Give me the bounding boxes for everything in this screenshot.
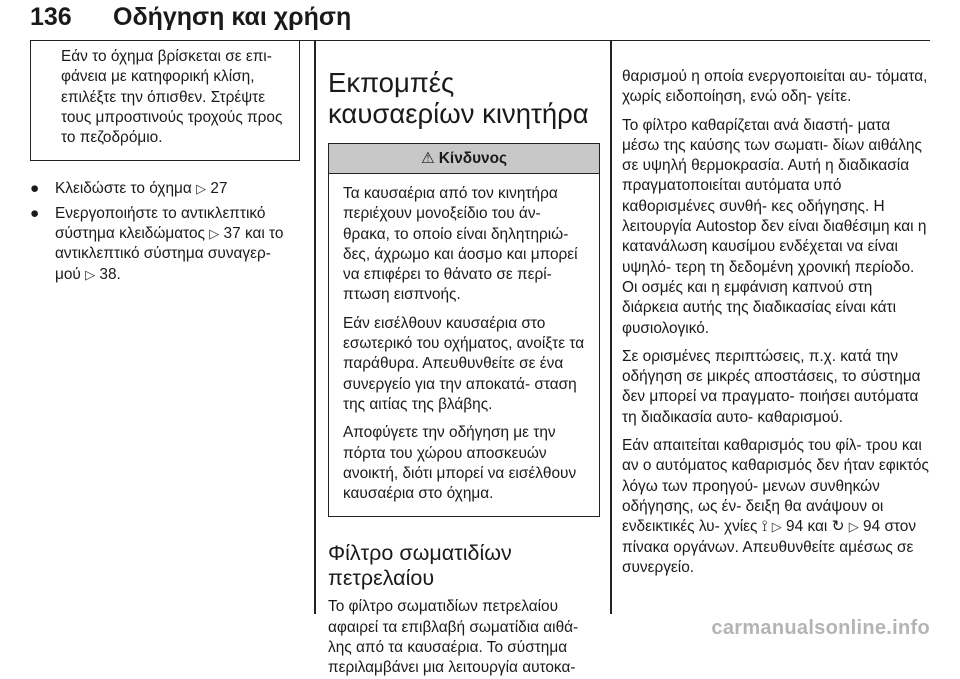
- warning-icon: ⚠: [420, 150, 435, 167]
- column-middle: [328, 41, 600, 679]
- page-ref[interactable]: 94: [786, 518, 804, 536]
- column-divider: [610, 41, 612, 614]
- body-paragraph: θαρισμού η οποία ενεργοποιείται αυ- τόματα, χωρίς ειδοποίηση, ενώ οδη- γείτε.: [622, 68, 928, 106]
- danger-paragraph: Τα καυσαέρια από τον κινητήρα περιέχουν μονοξείδιο του άν- θρακα, το οποίο είναι δηλητηριώ- δες, άχρωμο και άοσμο και μπορεί να επιφέρει το θάνατο σε περί- πτωση εισπνοής.: [343, 185, 578, 304]
- body-paragraph: Σε ορισμένες περιπτώσεις, π.χ. κατά την οδήγηση σε μικρές αποστάσεις, το σύστημα δεν μπορεί να πραγματο- ποιήσει αυτόματα τη διαδικασία αυτο- καθαρισμού.: [622, 347, 921, 426]
- page-header: [30, 0, 930, 41]
- page-ref[interactable]: 37: [223, 225, 241, 243]
- page-ref[interactable]: 27: [210, 180, 228, 198]
- list-item: [30, 179, 300, 199]
- page-ref-icon: ▷: [209, 226, 220, 242]
- danger-paragraph: Εάν εισέλθουν καυσαέρια στο εσωτερικό του οχήματος, ανοίξτε τα παράθυρα. Απευθυνθείτε σε ένα συνεργείο για την αποκατά- σταση της αιτίας της βλάβης.: [343, 314, 585, 413]
- page-ref-icon: ▷: [771, 519, 782, 535]
- running-title: Οδήγηση και χρήση: [113, 3, 352, 31]
- glow-lamp-icon: ↻: [831, 518, 845, 536]
- danger-body: [329, 174, 599, 516]
- danger-header: [329, 144, 599, 174]
- page-ref[interactable]: 38.: [99, 265, 121, 283]
- danger-title: Κίνδυνος: [438, 150, 508, 167]
- paragraph-text: και: [807, 518, 828, 536]
- dpf-lamp-icon: ⟟: [761, 518, 768, 536]
- paragraph-text: Εάν απαιτείται καθαρισμός του φίλ- τρου και αν ο αυτόματος καθαρισμός δεν ήταν εφικτός λόγω των προηγού- μενων συνθηκών οδήγησης, ως έν- δειξη θα ανάψουν οι ενδεικτικές λυ- χνίες: [622, 437, 929, 536]
- body-paragraph: [622, 436, 930, 578]
- page-ref-icon: ▷: [85, 266, 96, 282]
- bullet-icon: ●: [30, 180, 40, 198]
- page-ref[interactable]: 94: [863, 518, 881, 536]
- body-paragraph: Το φίλτρο σωματιδίων πετρελαίου αφαιρεί τα επιβλαβή σωματίδια αιθά- λης από τα καυσαέρια. Το σύστημα περιλαμβάνει μια λειτουργία αυτοκα-: [328, 598, 579, 677]
- notice-text: Εάν το όχημα βρίσκεται σε επι- φάνεια με κατηφορική κλίση, επιλέξτε την όπισθεν. Στρέψτε τους μπροστινούς τροχούς προς το πεζοδρόμιο.: [61, 48, 283, 147]
- body-paragraph: Το φίλτρο καθαρίζεται ανά διαστή- ματα μέσω της καύσης των σωματι- δίων αιθάλης σε υψηλή θερμοκρασία. Αυτή η διαδικασία πραγματοποιείται αυτόματα υπό καθορισμένες συνθή- κες οδήγησης. Η λειτουργία Autostop δεν είναι διαθέσιμη και η κατανάλωση καυσίμου ενδέχεται να είναι υψηλό- τερη τη δεδομένη χρονική περίοδο. Οι οσμές και η εμφάνιση καπνού στη διάρκεια αυτής της διαδικασίας είναι κάτι φυσιολογικό.: [622, 116, 927, 337]
- subsection-heading: Φίλτρο σωματιδίων πετρελαίου: [328, 541, 512, 591]
- paragraph-text: στον πίνακα οργάνων. Απευθυνθείτε αμέσως σε συνεργείο.: [622, 518, 917, 576]
- list-item-text: και το αντικλεπτικό σύστημα συναγερ- μού: [55, 225, 284, 283]
- danger-box: [328, 143, 600, 517]
- danger-paragraph: Αποφύγετε την οδήγηση με την πόρτα του χώρου αποσκευών ανοικτή, διότι μπορεί να εισέλθουν καυσαέρια στο όχημα.: [343, 424, 577, 503]
- watermark: carmanualsonline.info: [711, 617, 930, 639]
- column-right: [622, 41, 930, 578]
- bullet-icon: ●: [30, 204, 40, 222]
- bullet-list: [30, 179, 300, 284]
- page-number: 136: [30, 3, 72, 31]
- notice-box: [30, 41, 300, 161]
- section-heading: Εκπομπές καυσαερίων κινητήρα: [328, 67, 589, 129]
- column-left: [30, 41, 300, 289]
- list-item-text: Ενεργοποιήστε το αντικλεπτικό σύστημα κλειδώματος: [55, 204, 266, 243]
- list-item: [30, 204, 300, 285]
- page-ref-icon: ▷: [848, 519, 859, 535]
- column-divider: [314, 41, 316, 614]
- page-ref-icon: ▷: [196, 181, 207, 197]
- list-item-text: Κλειδώστε το όχημα: [55, 180, 192, 198]
